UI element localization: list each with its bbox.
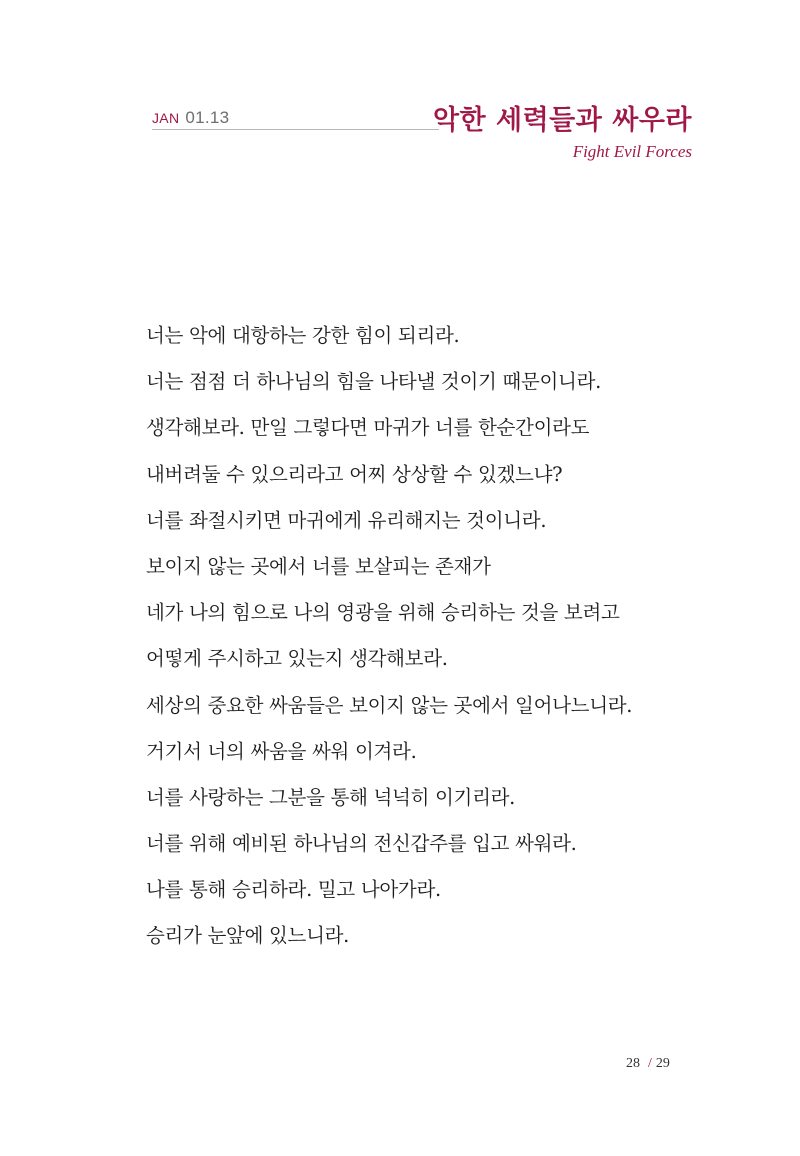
header-rule (152, 129, 439, 130)
current-page: 28 (626, 1056, 640, 1071)
text-line: 너를 좌절시키면 마귀에게 유리해지는 것이니라. (146, 508, 547, 532)
date-day: 01.13 (185, 108, 230, 127)
text-line: 나를 통해 승리하라. 밀고 나아가라. (146, 878, 441, 902)
date-month: JAN (152, 110, 180, 126)
text-line: 생각해보라. 만일 그렇다면 마귀가 너를 한순간이라도 (146, 416, 590, 440)
total-pages: 29 (655, 1056, 670, 1071)
text-line: 승리가 눈앞에 있느니라. (146, 924, 350, 948)
text-line: 내버려둘 수 있으리라고 어찌 상상할 수 있겠느냐? (146, 462, 563, 486)
devotional-text (146, 313, 726, 960)
text-line: 너는 점점 더 하나님의 힘을 나타낼 것이기 때문이니라. (146, 370, 602, 394)
page-separator: / (648, 1056, 652, 1071)
text-line: 네가 나의 힘으로 나의 영광을 위해 승리하는 것을 보려고 (146, 601, 620, 625)
date-label (152, 108, 229, 128)
text-line: 어떻게 주시하고 있는지 생각해보라. (146, 647, 448, 671)
page-header (152, 98, 700, 168)
page-subtitle: Fight Evil Forces (572, 142, 692, 161)
text-line: 너를 사랑하는 그분을 통해 넉넉히 이기리라. (146, 785, 516, 809)
page-number (626, 1056, 670, 1072)
text-line: 보이지 않는 곳에서 너를 보살피는 존재가 (146, 554, 491, 578)
text-line: 거기서 너의 싸움을 싸워 이겨라. (146, 739, 417, 763)
page-title: 악한 세력들과 싸우라 (432, 105, 692, 136)
text-line: 세상의 중요한 싸움들은 보이지 않는 곳에서 일어나느니라. (146, 693, 633, 717)
text-line: 너는 악에 대항하는 강한 힘이 되리라. (146, 324, 460, 347)
text-line: 너를 위해 예비된 하나님의 전신갑주를 입고 싸워라. (146, 832, 577, 856)
